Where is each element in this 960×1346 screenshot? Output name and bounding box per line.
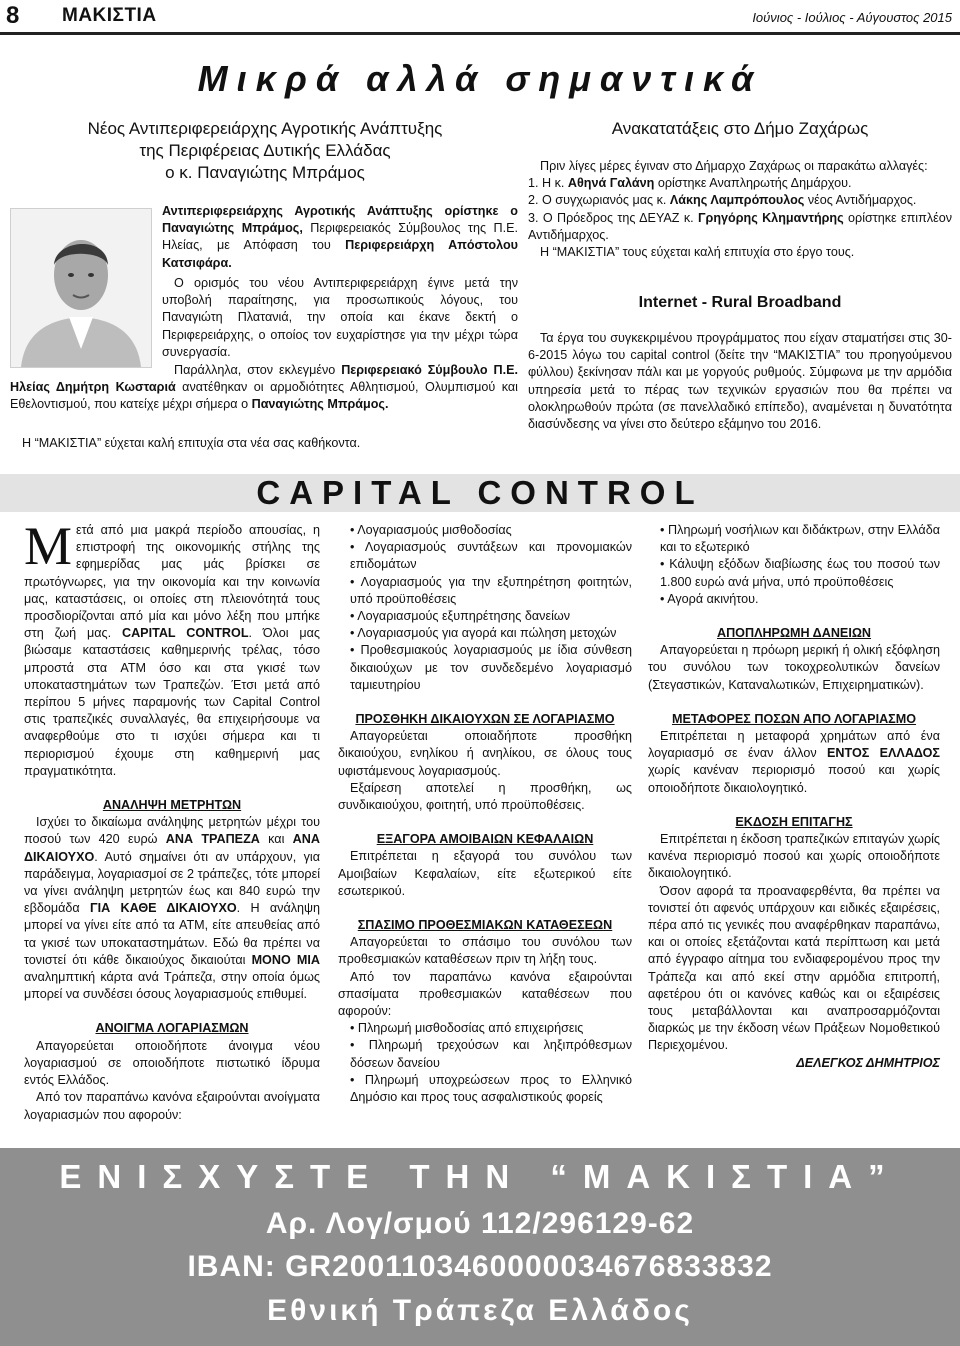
- heading-mutual-funds: ΕΞΑΓΟΡΑ ΑΜΟΙΒΑΙΩΝ ΚΕΦΑΛΑΙΩΝ: [376, 832, 594, 847]
- heading-transfers: ΜΕΤΑΦΟΡΕΣ ΠΟΣΩΝ ΑΠΟ ΛΟΓΑΡΙΑΣΜΟ: [671, 711, 917, 726]
- portrait-photo: [10, 208, 152, 368]
- author-name: ΔΕΛΕΓΚΟΣ ΔΗΜΗΤΡΙΟΣ: [796, 1055, 940, 1070]
- article1-p3: [10, 362, 518, 414]
- article1-wish: Η “ΜΑΚΙΣΤΙΑ” εύχεται καλή επιτυχία στα νέα σας καθήκοντα.: [22, 436, 361, 450]
- article3-title: Internet - Rural Broadband: [638, 294, 842, 311]
- portrait-image: [11, 209, 151, 367]
- regional-governor: Περιφερειάρχη Απόστολου Κατσιφάρα.: [162, 238, 518, 270]
- break-list-item: • Πληρωμή υποχρεώσεων προς το Ελληνικό Δημόσιο και προς τους ασφαλιστικούς φορείς: [350, 1072, 632, 1105]
- change-item-1: 1. Η κ. Αθηνά Γαλάνη ορίστηκε Αναπληρωτής Δημάρχου.: [528, 176, 852, 191]
- time-deposits-text: Απαγορεύεται το σπάσιμο του συνόλου των προθεσμιακών καταθέσεων πριν τη λήξη τους.: [338, 935, 632, 967]
- break-list-item: • Αγορά ακινήτου.: [660, 591, 759, 606]
- change-item-3: 3. Ο Πρόεδρος της ΔΕΥΑΖ κ. Γρηγόρης Κλημαντήρης ορίστηκε επιπλέον Αντιδήμαρχος.: [528, 210, 952, 242]
- cc-column-1: [24, 516, 321, 1124]
- add-beneficiary-text: Απαγορεύεται οποιαδήποτε προσθήκη δικαιούχου, ενηλίκου ή ανηλίκου, σε όλους τους υφιστάμενους λογαριασμούς.: [338, 729, 632, 778]
- open-list-item: • Λογαριασμούς συντάξεων και προνομιακών επιδομάτων: [350, 540, 632, 572]
- open-list-item: • Προθεσμιακούς λογαριασμούς με ίδια σύνθεση δικαιούχων με τον συνδεδεμένο λογαριασμό ταμιευτηρίου: [350, 643, 632, 692]
- article2-wish: Η “ΜΑΚΙΣΤΙΑ” τους εύχεται καλή επιτυχία στο έργο τους.: [540, 245, 855, 260]
- transfers-text: Επιτρέπεται η μεταφορά χρημάτων από ένα λογαριασμό σε έναν άλλον ΕΝΤΟΣ ΕΛΛΑΔΟΣ χωρίς κανέναν περιορισμό ποσού και χωρίς οποιοδήποτε δικαιολογητικό.: [648, 729, 940, 795]
- mutual-funds-text: Επιτρέπεται η εξαγορά του συνόλου των Αμοιβαίων Κεφαλαίων, είτε εξωτερικού είτε εσωτερικού.: [338, 849, 632, 898]
- councillor-name: Περιφερειακό Σύμβουλο Π.Ε. Ηλείας Δημήτρη Κωσταριά: [10, 363, 518, 395]
- open-list-item: • Λογαριασμούς εξυπηρέτησης δανείων: [350, 609, 571, 624]
- page-number: 8: [6, 2, 20, 29]
- open-list-item: • Λογαριασμούς μισθοδοσίας: [350, 523, 512, 537]
- break-list-item: • Πληρωμή νοσήλιων και διδάκτρων, στην Ελλάδα και το εξωτερικό: [660, 523, 940, 555]
- capital-control-title: CAPITAL CONTROL: [256, 474, 704, 511]
- article1-title-line2: της Περιφέρειας Δυτικής Ελλάδας: [139, 141, 391, 160]
- account-opening-text: Απαγορεύεται οποιοδήποτε άνοιγμα νέου λογαριασμού σε οποιοδήποτε πιστωτικό ίδρυμα εντός Ελλάδος.: [24, 1038, 320, 1088]
- time-deposits-exceptions: Από τον παραπάνω κανόνα εξαιρούνται σπασίματα προθεσμιακών καταθέσεων που αφορούν:: [338, 969, 632, 1019]
- banner-account-number: Αρ. Λογ/σμού 112/296129-62: [265, 1207, 695, 1240]
- banner-iban: IBAN: GR2001103460000034676833832: [187, 1250, 773, 1283]
- heading-time-deposits: ΣΠΑΣΙΜΟ ΠΡΟΘΕΣΜΙΑΚΩΝ ΚΑΤΑΘΕΣΕΩΝ: [357, 918, 613, 933]
- deputy-appointment: Αντιπεριφερειάρχης Αγροτικής Ανάπτυξης ορίστηκε ο Παναγιώτης Μπράμος,: [162, 204, 518, 236]
- issue-date: Ιούνιος - Ιούλιος - Αύγουστος 2015: [752, 10, 952, 25]
- heading-cheque: ΕΚΔΟΣΗ ΕΠΙΤΑΓΗΣ: [735, 814, 853, 829]
- dropcap-letter: Μ: [24, 516, 73, 576]
- withdrawal-text: Ισχύει το δικαίωμα ανάληψης μετρητών μέχρι του ποσού των 420 ευρώ ΑΝΑ ΤΡΑΠΕΖΑ και ΑΝΑ ΔΙΚΑΙΟΥΧΟ. Αυτό σημαίνει ότι αν υπάρχουν, για παράδειγμα, λογαριασμοί σε 2 τράπεζες, τότε μπορεί να γίνει ανάληψη μετρητών έως και 840 ευρώ την εβδομάδα ΓΙΑ ΚΑΘΕ ΔΙΚΑΙΟΥΧΟ. Η ανάληψη μπορεί να γίνει είτε από τα ATM, είτε απευθείας από τα γκισέ των υποκαταστημάτων. Εδώ θα πρέπει να τονιστεί ότι κάθε δικαιούχος δικαιούται ΜΟΝΟ ΜΙΑ αναλημπτική κάρτα ανά Τράπεζα, στην οποία όμως μπορεί να συνδέσει όσους λογαριασμούς επιθυμεί.: [24, 815, 321, 1002]
- article2-intro: Πριν λίγες μέρες έγιναν στο Δήμαρχο Ζαχάρως οι παρακάτω αλλαγές:: [540, 159, 928, 173]
- article3-body: Τα έργα του συγκεκριμένου προγράμματος που είχαν σταματήσει στις 30-6-2015 λόγω του capital control (δείτε την “ΜΑΚΙΣΤΙΑ” του προηγούμενου φύλλου) ξεκίνησαν πάλι και με γοργούς ρυθμούς. Σύμφωνα με την αρμόδια υπηρεσία μετά το πέρας των τεχνικών εργασιών που θα πρέπει να ολοκληρωθούν πρώτα (σε πανελλαδικό επίπεδο), αναμένεται η δυνατότητα διασύνδεσης να γίνει στο δεύτερο εξάμηνο του 2016.: [528, 331, 952, 432]
- article1-p2: Ο ορισμός του νέου Αντιπεριφερειάρχη έγινε μετά την υποβολή παραίτησης, για προσωπικούς λόγους, του Παναγιώτη Πλατανιά, την οποία και έκανε δεκτή ο Περιφερειάρχης, ο οποίος τον ευχαρίστησε για την μέχρι τώρα συνεργασία.: [162, 276, 518, 359]
- change-item-2: 2. Ο συγχωριανός μας κ. Λάκης Λαμπρόπουλος νέος Αντιδήμαρχος.: [528, 193, 917, 208]
- section-title: Μικρά αλλά σημαντικά: [197, 58, 763, 99]
- cc-column-3: [648, 522, 940, 1072]
- article2-title: Ανακατατάξεις στο Δήμο Ζαχάρως: [611, 119, 869, 138]
- parallel-text: Παράλληλα, στον εκλεγμένο: [174, 363, 342, 377]
- account-opening-exceptions: Από τον παραπάνω κανόνα εξαιρούνται ανοίγματα λογαριασμών που αφορούν:: [24, 1090, 320, 1122]
- heading-loan-repayment: ΑΠΟΠΛΗΡΩΜΗ ΔΑΝΕΙΩΝ: [716, 626, 872, 641]
- cheque-exceptions: Όσον αφορά τα προαναφερθέντα, θα πρέπει να τονιστεί ότι αφενός υπάρχουν και ειδικές εξαιρέσεις, πέρα από τις γενικές που αναφέρθηκαν παραπάνω, και οι οποίες εξετάζονται κατά περίπτωση και μετά από έγγραφο αίτημα του ενδιαφερομένου προς την Τράπεζα και από εκεί στην αρμόδια επιτροπή, αφετέρου ότι οι κανόνες καθώς και οι εξαιρέσεις τους μεταβάλλονται και αναπροσαρμόζονται διαρκώς με την έκδοση νέων Πράξεων Νομοθετικού Περιεχομένου.: [648, 883, 940, 1053]
- publication-name: ΜΑΚΙΣΤΙΑ: [62, 5, 157, 26]
- banner-bank-name: Εθνική Τράπεζα Ελλάδος: [267, 1294, 693, 1327]
- councillor-text: Περιφερειακός Σύμβουλος της Π.Ε. Ηλείας, με Απόφαση του: [162, 221, 518, 253]
- break-list-item: • Πληρωμή τρεχούσων και ληξιπρόθεσμων δόσεων δανείου: [350, 1038, 632, 1070]
- loan-repayment-text: Απαγορεύεται η πρόωρη μερική ή ολική εξόφληση του συνόλου των τοκοχρεολυτικών δανείων (Στεγαστικών, Καταναλωτικών, Επιχειρηματικών).: [648, 643, 940, 692]
- article2-body: [528, 158, 952, 261]
- former-holder: Παναγιώτης Μπράμος.: [251, 397, 389, 412]
- article-new-deputy: [10, 118, 520, 184]
- banner-headline: ΕΝΙΣΧΥΣΤΕ ΤΗΝ “ΜΑΚΙΣΤΙΑ”: [59, 1158, 901, 1195]
- add-beneficiary-exception: Εξαίρεση αποτελεί η προσθήκη, ως συνδικαιούχου, φοιτητή, υπό προϋποθέσεις.: [338, 780, 632, 813]
- heading-account-opening: ΑΝΟΙΓΜΑ ΛΟΓΑΡΙΑΣΜΩΝ: [95, 1021, 249, 1036]
- cc-column-2: [338, 522, 632, 1106]
- heading-withdrawal: ΑΝΑΛΗΨΗ ΜΕΤΡΗΤΩΝ: [102, 798, 242, 813]
- break-list-item: • Πληρωμή μισθοδοσίας από επιχειρήσεις: [350, 1021, 584, 1036]
- article1-lead: [162, 203, 518, 272]
- article1-title-line3: ο κ. Παναγιώτης Μπράμος: [165, 163, 365, 182]
- open-list-item: • Λογαριασμούς για αγορά και πώληση μετοχών: [350, 626, 617, 641]
- header-rule: [0, 32, 960, 35]
- responsibilities-text: ανατέθηκαν οι αρμοδιότητες Αθλητισμού, Ολυμπισμού και Εθελοντισμού, που κατείχε μέχρι σήμερα ο: [10, 380, 518, 412]
- article1-title-line1: Νέος Αντιπεριφερειάρχης Αγροτικής Ανάπτυξης: [87, 119, 443, 138]
- open-list-item: • Λογαριασμούς για την εξυπηρέτηση φοιτητών, υπό προϋποθέσεις: [350, 574, 632, 606]
- cc-intro: Μετά από μια μακρά περίοδο απουσίας, η επιστροφή της οικονομικής στήλης της εφημερίδας μας μάς βρίσκει σε πρωτόγνωρες, για την οικονομία και την κοινωνία μας, καταστάσεις, οι οποίες στη πλειονότητά τους προσδιορίζονται από μία και μόνο λέξη που μπήκε στη ζωή μας. CAPITAL CONTROL. Όλοι μας βιώσαμε καταστάσεις καθημερινής τρέλας, τόσο μπροστά στα ATM όσο και στα γκισέ των υποκαταστημάτων των Τραπεζών. Έτσι μετά από περίπου 5 μήνες παραμονής των Capital Control στις τραπεζικές συναλλαγές, θα επιχειρήσουμε να αναφερθούμε στο τι ισχύει σήμερα και τι περιορισμού έχουμε στη καθημερινή μας πραγματικότητα.: [24, 516, 320, 778]
- cheque-text: Επιτρέπεται η έκδοση τραπεζικών επιταγών χωρίς κανένα περιορισμό ποσού και χωρίς οποιοδήποτε δικαιολογητικό.: [648, 832, 940, 881]
- break-list-item: • Κάλυψη εξόδων διαβίωσης έως του ποσού των 1.800 ευρώ ανά μήνα, υπό προϋποθέσεις: [660, 557, 940, 589]
- heading-add-beneficiary: ΠΡΟΣΘΗΚΗ ΔΙΚΑΙΟΥΧΩΝ ΣΕ ΛΟΓΑΡΙΑΣΜΟ: [355, 712, 615, 727]
